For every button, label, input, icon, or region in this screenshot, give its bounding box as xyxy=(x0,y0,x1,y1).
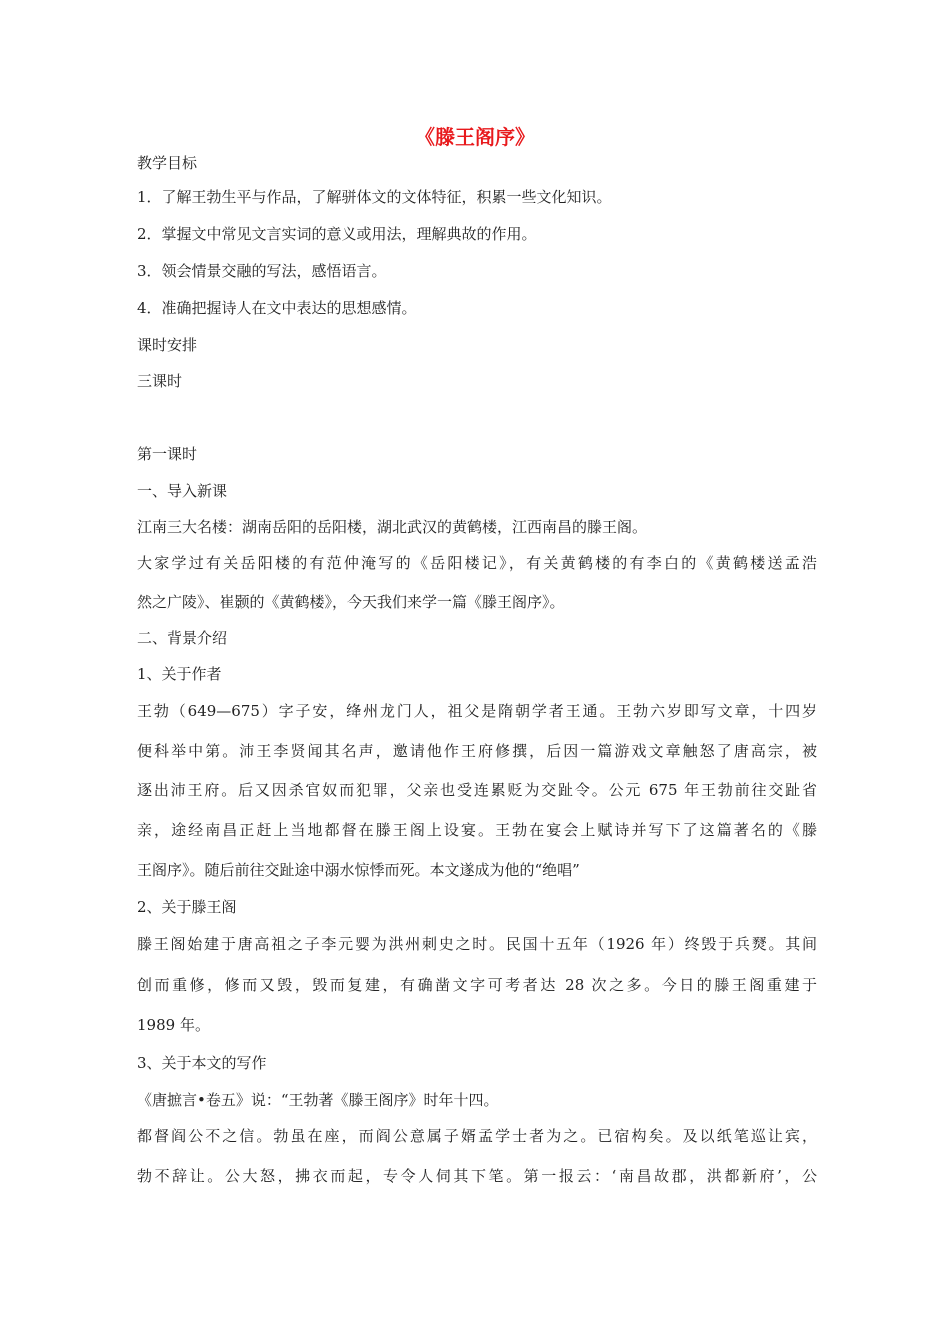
subsection-heading: 1、关于作者 xyxy=(137,665,222,683)
paragraph-line: 勃不辞让。公大怒，拂衣而起，专令人伺其下笔。第一报云：‘南昌故郡，洪都新府’，公 xyxy=(137,1167,817,1185)
subsection-heading: 2、关于滕王阁 xyxy=(137,898,237,916)
paragraph-line: 创而重修，修而又毁，毁而复建，有确凿文字可考者达 28 次之多。今日的滕王阁重建于 xyxy=(137,976,817,994)
paragraph-line: 大家学过有关岳阳楼的有范仲淹写的《岳阳楼记》，有关黄鹤楼的有李白的《黄鹤楼送孟浩 xyxy=(137,554,817,572)
section-heading: 二、背景介绍 xyxy=(137,629,228,647)
heading-objectives: 教学目标 xyxy=(137,154,198,172)
paragraph-line: 1989 年。 xyxy=(137,1016,210,1034)
paragraph-line: 亲，途经南昌正赶上当地都督在滕王阁上设宴。王勃在宴会上赋诗并写下了这篇著名的《滕 xyxy=(137,821,817,839)
objective-item: 2．掌握文中常见文言实词的意义或用法，理解典故的作用。 xyxy=(137,225,537,243)
schedule-text: 三课时 xyxy=(137,372,183,390)
heading-schedule: 课时安排 xyxy=(137,336,198,354)
page-title: 《滕王阁序》 xyxy=(415,125,535,149)
subsection-heading: 3、关于本文的写作 xyxy=(137,1054,267,1072)
paragraph-line: 王阁序》。随后前往交趾途中溺水惊悸而死。本文遂成为他的“绝唱” xyxy=(137,861,580,879)
paragraph-line: 都督阎公不之信。勃虽在座，而阎公意属子婿孟学士者为之。已宿构矣。及以纸笔巡让宾， xyxy=(137,1127,817,1145)
objective-item: 1．了解王勃生平与作品，了解骈体文的文体特征，积累一些文化知识。 xyxy=(137,188,612,206)
paragraph-line: 然之广陵》、崔颢的《黄鹤楼》，今天我们来学一篇《滕王阁序》。 xyxy=(137,593,565,611)
paragraph-line: 便科举中第。沛王李贤闻其名声，邀请他作王府修撰，后因一篇游戏文章触怒了唐高宗，被 xyxy=(137,742,817,760)
heading-lesson-1: 第一课时 xyxy=(137,445,198,463)
paragraph-line: 江南三大名楼：湖南岳阳的岳阳楼，湖北武汉的黄鹤楼，江西南昌的滕王阁。 xyxy=(137,518,648,536)
section-heading: 一、导入新课 xyxy=(137,482,228,500)
paragraph-line: 《唐摭言•卷五》说：“王勃著《滕王阁序》时年十四。 xyxy=(137,1091,499,1109)
paragraph-line: 王勃（649—675）字子安，绛州龙门人，祖父是隋朝学者王通。王勃六岁即写文章，十四岁 xyxy=(137,702,817,720)
objective-item: 3．领会情景交融的写法，感悟语言。 xyxy=(137,262,387,280)
paragraph-line: 滕王阁始建于唐高祖之子李元婴为洪州刺史之时。民国十五年（1926 年）终毁于兵燹。其间 xyxy=(137,935,817,953)
paragraph-line: 逐出沛王府。后又因杀官奴而犯罪，父亲也受连累贬为交趾令。公元 675 年王勃前往交趾省 xyxy=(137,781,817,799)
objective-item: 4．准确把握诗人在文中表达的思想感情。 xyxy=(137,299,417,317)
